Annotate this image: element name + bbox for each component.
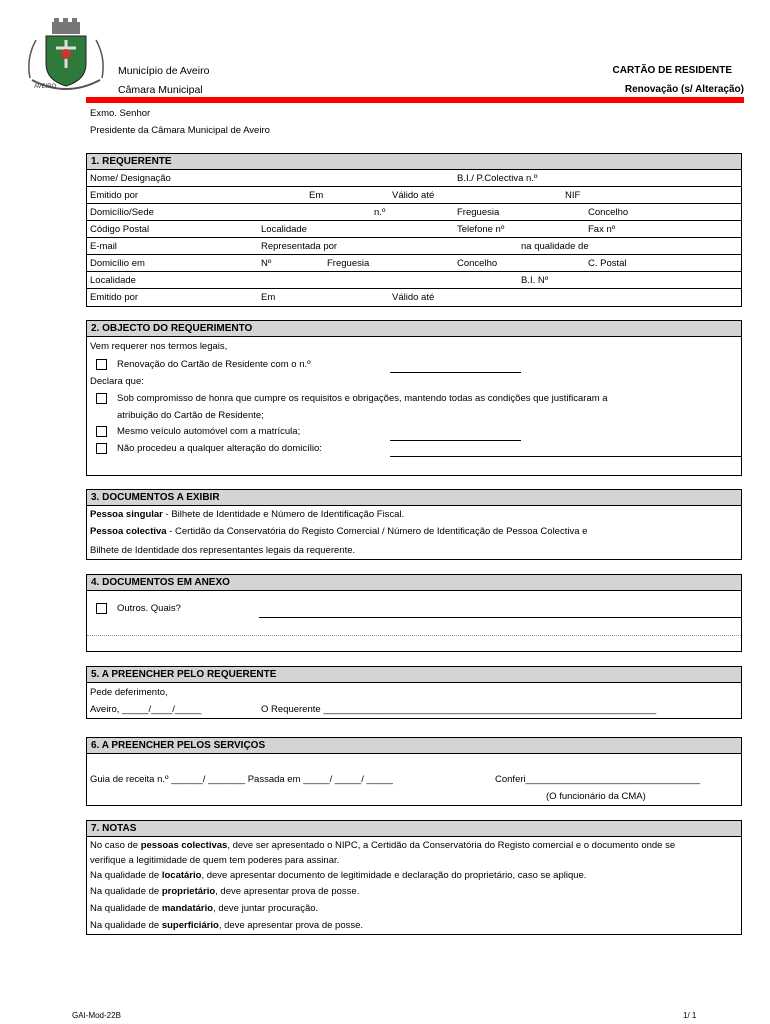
honor-checkbox[interactable] <box>96 393 107 404</box>
note-surface-holder: Na qualidade de superficiário, deve apresentar prova de posse. <box>90 920 364 931</box>
rep-address-label[interactable]: Domicílio em <box>90 258 145 269</box>
others-checkbox[interactable] <box>96 603 107 614</box>
official-caption: (O funcionário da CMA) <box>546 791 646 802</box>
rep-number-label[interactable]: Nº <box>261 258 272 269</box>
form-subtitle: Renovação (s/ Alteração) <box>624 84 744 95</box>
rep-county-label[interactable]: Concelho <box>457 258 498 269</box>
form-title: CARTÃO DE RESIDENTE <box>612 65 732 76</box>
section-preencher-servicos <box>86 737 742 806</box>
form-row <box>87 255 741 272</box>
collective-person-label: Pessoa colectiva <box>90 526 167 537</box>
singular-person-label: Pessoa singular <box>90 509 163 520</box>
no-address-change-label: Não procedeu a qualquer alteração do domicílio: <box>117 443 322 454</box>
section-documentos-exibir <box>86 489 742 560</box>
note-tenant: Na qualidade de locatário, deve apresentar documento de legitimidade e declaração do proprietário, caso se aplique. <box>90 870 587 881</box>
card-number-field[interactable] <box>390 372 521 373</box>
represented-by-label[interactable]: Representada por <box>261 241 338 252</box>
others-label: Outros. Quais? <box>117 603 181 614</box>
id-number-label[interactable]: B.I./ P.Colectiva n.º <box>457 173 538 184</box>
section-requerente <box>86 153 742 307</box>
intro-text: Vem requerer nos termos legais, <box>90 341 228 352</box>
form-row <box>87 204 741 221</box>
plate-field[interactable] <box>390 440 521 441</box>
issued-on-label[interactable]: Em <box>309 190 324 201</box>
issued-by-label[interactable]: Emitido por <box>90 190 139 201</box>
divider <box>87 635 741 636</box>
section-title: 2. OBJECTO DO REQUERIMENTO <box>87 321 741 337</box>
same-vehicle-checkbox[interactable] <box>96 426 107 437</box>
form-row <box>87 238 741 255</box>
section-title: 3. DOCUMENTOS A EXIBIR <box>87 490 741 506</box>
collective-person-text: - Certidão da Conservatória do Registo Comercial / Número de Identificação de Pessoa Colectiva e <box>166 526 588 537</box>
applicant-signature-field[interactable]: O Requerente _______________________________________________________________ <box>261 704 657 715</box>
rep-locality-label[interactable]: Localidade <box>90 275 136 286</box>
rep-issued-by-label[interactable]: Emitido por <box>90 292 139 303</box>
collective-person-line <box>90 523 587 540</box>
renewal-checkbox[interactable] <box>96 359 107 370</box>
phone-label[interactable]: Telefone nº <box>457 224 505 235</box>
rep-postal-label[interactable]: C. Postal <box>588 258 627 269</box>
note-owner: Na qualidade de proprietário, deve apresentar prova de posse. <box>90 886 360 897</box>
declares-text: Declara que: <box>90 376 144 387</box>
no-address-change-checkbox[interactable] <box>96 443 107 454</box>
name-field-label[interactable]: Nome/ Designação <box>90 173 171 184</box>
addressee-line2: Presidente da Câmara Municipal de Aveiro <box>90 125 270 136</box>
form-row <box>87 289 741 306</box>
header-divider <box>86 97 744 103</box>
note-agent: Na qualidade de mandatário, deve juntar procuração. <box>90 903 319 914</box>
section-preencher-requerente <box>86 666 742 719</box>
singular-person-line <box>90 506 404 523</box>
form-code: GAI-Mod-22B <box>72 1011 121 1020</box>
number-label[interactable]: n.º <box>374 207 386 218</box>
rep-valid-until-label[interactable]: Válido até <box>392 292 435 303</box>
capacity-label[interactable]: na qualidade de <box>521 241 589 252</box>
rep-id-label[interactable]: B.I. Nº <box>521 275 549 286</box>
parish-label[interactable]: Freguesia <box>457 207 500 218</box>
section-title: 7. NOTAS <box>87 821 741 837</box>
addressee-line1: Exmo. Senhor <box>90 108 151 119</box>
verified-signature-field[interactable]: Conferi_________________________________ <box>495 774 700 785</box>
form-row <box>87 221 741 238</box>
deferment-text: Pede deferimento, <box>90 687 168 698</box>
address-label[interactable]: Domicílio/Sede <box>90 207 154 218</box>
svg-text:AVEIRO: AVEIRO <box>34 84 57 90</box>
collective-person-text-cont: Bilhete de Identidade dos representantes legais da requerente. <box>90 545 356 556</box>
note-collective-cont: verifique a legitimidade de quem tem poderes para assinar. <box>90 855 340 866</box>
municipal-crest-logo <box>22 18 110 100</box>
section-notas <box>86 820 742 935</box>
locality-label[interactable]: Localidade <box>261 224 307 235</box>
address-field[interactable] <box>390 456 741 457</box>
page-number: 1/ 1 <box>683 1011 697 1020</box>
date-field[interactable]: Aveiro, _____/____/_____ <box>90 704 202 715</box>
honor-label-cont: atribuição do Cartão de Residente; <box>117 410 264 421</box>
section-title: 1. REQUERENTE <box>87 154 741 170</box>
singular-person-text: - Bilhete de Identidade e Número de Identificação Fiscal. <box>162 509 405 520</box>
form-row <box>87 187 741 204</box>
note-collective: No caso de pessoas colectivas, deve ser apresentado o NIPC, a Certidão da Conservatória do Registo comercial e o documento onde se <box>90 840 676 851</box>
others-field[interactable] <box>259 617 741 618</box>
honor-label: Sob compromisso de honra que cumpre os requisitos e obrigações, mantendo todas as condições que justificaram a <box>117 393 608 404</box>
section-objecto <box>86 320 742 476</box>
postal-code-label[interactable]: Código Postal <box>90 224 150 235</box>
section-title: 6. A PREENCHER PELOS SERVIÇOS <box>87 738 741 754</box>
chamber-name: Câmara Municipal <box>118 84 203 96</box>
rep-parish-label[interactable]: Freguesia <box>327 258 370 269</box>
valid-until-label[interactable]: Válido até <box>392 190 435 201</box>
same-vehicle-label: Mesmo veículo automóvel com a matrícula; <box>117 426 301 437</box>
renewal-label: Renovação do Cartão de Residente com o n.º <box>117 359 311 370</box>
rep-issued-on-label[interactable]: Em <box>261 292 276 303</box>
nif-label[interactable]: NIF <box>565 190 581 201</box>
form-row <box>87 170 741 187</box>
municipality-name: Município de Aveiro <box>118 65 210 77</box>
receipt-guide-field[interactable]: Guia de receita n.º ______/ _______ Passada em _____/ _____/ _____ <box>90 774 393 785</box>
email-label[interactable]: E-mail <box>90 241 117 252</box>
form-row <box>87 272 741 289</box>
section-title: 5. A PREENCHER PELO REQUERENTE <box>87 667 741 683</box>
section-title: 4. DOCUMENTOS EM ANEXO <box>87 575 741 591</box>
fax-label[interactable]: Fax nº <box>588 224 616 235</box>
county-label[interactable]: Concelho <box>588 207 629 218</box>
section-documentos-anexo <box>86 574 742 652</box>
